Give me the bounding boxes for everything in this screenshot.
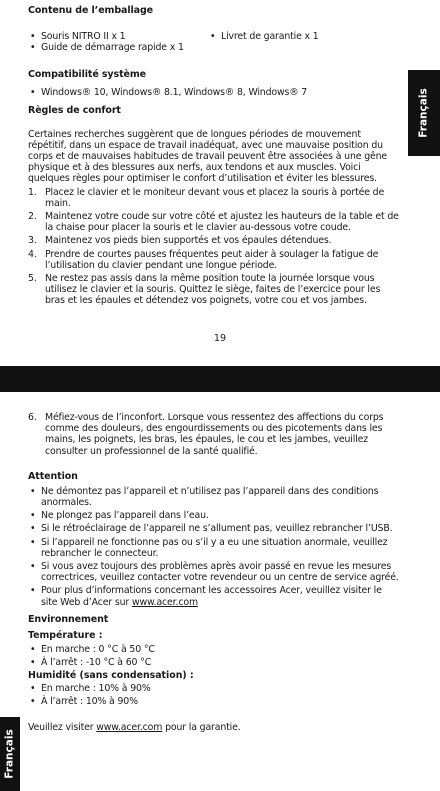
language-side-tab	[408, 70, 440, 156]
comfort-rule: 2. Maintenez votre coude sur votre côté et ajustez les hauteurs de la table et de la chaise pour placer la souris et le clavier au-dessous votre coude.	[28, 211, 399, 234]
compat-heading: Compatibilité système	[28, 69, 146, 81]
packaging-heading: Contenu de l’emballage	[28, 5, 154, 16]
comfort-rule: 1. Placez le clavier et le moniteur devant vous et placez la souris à portée de main.	[28, 186, 385, 209]
packaging-item: • Souris NITRO II x 1	[28, 31, 208, 42]
comfort-rules-list	[28, 187, 400, 307]
humidity-heading: Humidité (sans condensation) :	[28, 670, 194, 682]
warranty-link[interactable]: www.acer.com	[96, 721, 163, 733]
page-number: 19	[213, 333, 227, 344]
manual-page-19	[0, 0, 440, 366]
humidity-item: • En marche : 10% à 90%	[28, 683, 400, 694]
temperature-item: • À l’arrêt : -10 °C à 60 °C	[28, 657, 400, 668]
temperature-item: • En marche : 0 °C à 50 °C	[28, 644, 400, 655]
packaging-item: • Livret de garantie x 1	[208, 31, 378, 42]
comfort-heading: Règles de confort	[28, 104, 121, 116]
acer-website-link[interactable]: www.acer.com	[131, 596, 198, 608]
temperature-list	[28, 644, 400, 668]
environment-heading: Environnement	[28, 613, 109, 625]
attention-heading: Attention	[28, 470, 78, 482]
page-separator	[0, 366, 440, 392]
compat-item: • Windows® 10, Windows® 8.1, Windows® 8, Windows® 7	[28, 87, 400, 98]
warranty-note: Veuillez visiter www.acer.com pour la garantie.	[28, 721, 241, 733]
page-19-content	[28, 5, 400, 307]
humidity-list	[28, 683, 400, 707]
comfort-rule: 6. Méfiez-vous de l’inconfort. Lorsque vous ressentez des affections du corps comme des douleurs, des engourdissements ou des picotements dans les mains, les poignets, les bras, les épaules, le cou et les jambes, veuillez consulter un professionnel de la santé qualifié.	[28, 412, 384, 457]
comfort-rules-continued	[28, 412, 400, 457]
attention-item: • Pour plus d’informations concernant les accessoires Acer, veuillez visiter le site Web d’Acer sur www.acer.com	[28, 585, 400, 607]
attention-item: • Ne plongez pas l’appareil dans l’eau.	[28, 510, 400, 521]
packaging-item: • Guide de démarrage rapide x 1	[28, 42, 208, 53]
language-tab-label: Français	[418, 88, 430, 138]
packaging-list	[28, 31, 400, 53]
attention-list	[28, 486, 400, 608]
humidity-item: • À l’arrêt : 10% à 90%	[28, 696, 400, 707]
attention-item: • Si le rétroéclairage de l’appareil ne s’allument pas, veuillez rebrancher l’USB.	[28, 523, 400, 534]
attention-item: • Ne démontez pas l’appareil et n’utilisez pas l’appareil dans des conditions anormales.	[28, 486, 400, 508]
language-tab-label: Français	[4, 729, 16, 779]
page-20-content	[28, 412, 400, 733]
comfort-rule: 3. Maintenez vos pieds bien supportés et vos épaules détendues.	[28, 235, 332, 247]
compat-list	[28, 87, 400, 98]
attention-item: • Si vous avez toujours des problèmes après avoir passé en revue les mesures correctrices, veuillez contacter votre revendeur ou un centre de service agréé.	[28, 561, 400, 583]
language-side-tab	[0, 717, 20, 791]
comfort-intro: Certaines recherches suggèrent que de longues périodes de mouvement répétitif, dans un espace de travail inadéquat, avec une mauvaise position du corps et de mauvaises habitudes de travail peuvent être associées à une gêne physique et à des blessures aux nerfs, aux tendons et aux muscles. Voici quelques règles pour optimiser le confort d’utilisation et éviter les blessures.	[28, 128, 388, 185]
temperature-heading: Température :	[28, 629, 103, 641]
attention-item: • Si l’appareil ne fonctionne pas ou s’il y a eu une situation anormale, veuillez rebrancher le connecteur.	[28, 537, 400, 559]
comfort-rule: 5. Ne restez pas assis dans la même position toute la journée lorsque vous utilisez le clavier et la souris. Quittez le siège, faites de l’exercice pour les bras et les épaules et détendez vos poignets, votre cou et vos jambes.	[28, 273, 381, 307]
comfort-rule: 4. Prendre de courtes pauses fréquentes peut aider à soulager la fatigue de l’utilisation du clavier pendant une longue période.	[28, 248, 379, 271]
